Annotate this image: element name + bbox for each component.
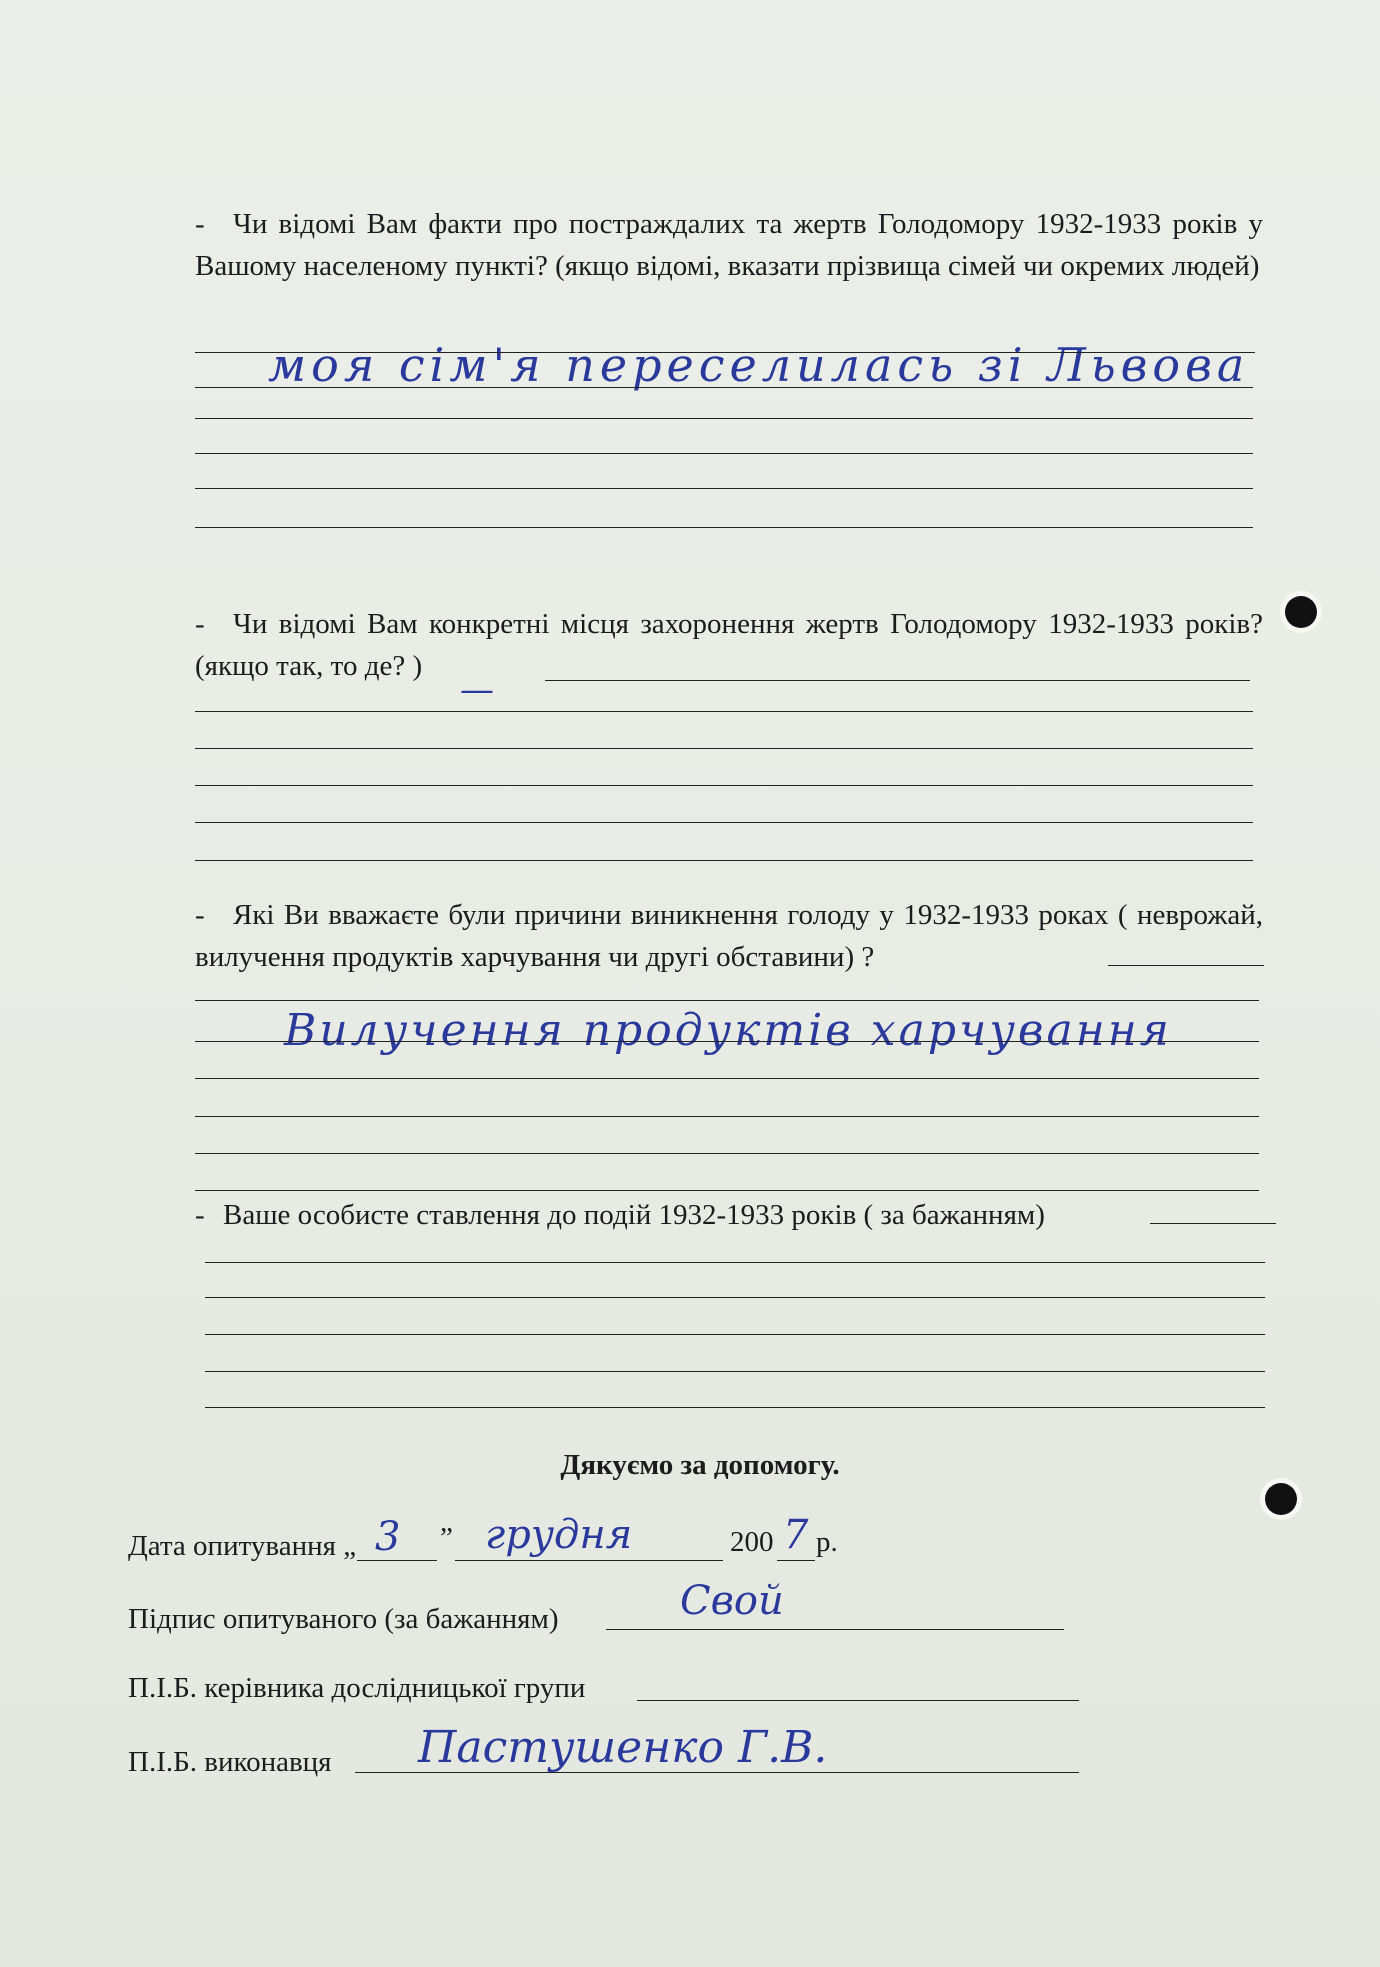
answer-line [205, 1334, 1265, 1335]
answer-line [195, 785, 1253, 786]
answer-line [195, 418, 1253, 419]
answer-line [205, 1262, 1265, 1263]
punch-hole-icon [1285, 596, 1317, 628]
answer-line [1108, 965, 1264, 966]
date-day-line [357, 1560, 437, 1561]
answer-line [205, 1407, 1265, 1408]
answer-line [195, 1000, 1259, 1001]
answer-line [195, 1041, 1259, 1042]
question-4-text: Ваше особисте ставлення до подій 1932-1933 років ( за бажанням) [223, 1199, 1045, 1231]
answer-line [195, 387, 1253, 388]
answer-line [205, 1297, 1265, 1298]
question-3-dash: - [195, 899, 205, 931]
answer-line [1150, 1223, 1276, 1224]
year-prefix: 200 [730, 1526, 774, 1558]
answer-line [195, 488, 1253, 489]
executor-label: П.І.Б. виконавця [128, 1746, 332, 1778]
executor-line [355, 1772, 1079, 1773]
question-1-dash: - [195, 208, 205, 240]
question-4 [195, 1194, 1195, 1236]
answer-line [195, 1190, 1259, 1191]
survey-date-row [128, 1526, 356, 1566]
answer-line [195, 352, 1255, 353]
date-open-quote: „ [343, 1530, 357, 1562]
answer-line [205, 1371, 1265, 1372]
question-2 [195, 603, 1263, 687]
question-3-answer: Вилучення продуктів харчування [284, 1005, 1172, 1056]
question-1 [195, 203, 1263, 287]
question-2-dash: - [195, 608, 205, 640]
answer-line [195, 1078, 1259, 1079]
answer-line [195, 453, 1253, 454]
answer-line [195, 711, 1253, 712]
answer-line [545, 680, 1250, 681]
answer-line [195, 860, 1253, 861]
year-digit: 7 [783, 1512, 809, 1558]
date-month: грудня [485, 1512, 633, 1558]
question-3-text: Які Ви вважаєте були причини виникнення голоду у 1932-1933 роках ( неврожай, вилучення продуктів харчування чи другі обставини) ? [195, 899, 1263, 973]
question-1-text: Чи відомі Вам факти про постраждалих та жертв Голодомору 1932-1933 років у Вашому населеному пункті? (якщо відомі, вказати прізвища сімей чи окремих людей) [195, 208, 1263, 282]
punch-hole-icon [1265, 1483, 1297, 1515]
thanks-heading: Дякуємо за допомогу. [560, 1449, 840, 1481]
question-1-answer: моя сім'я переселилась зі Львова [268, 338, 1250, 392]
group-leader-label: П.І.Б. керівника дослідницької групи [128, 1672, 586, 1704]
executor-signature: Пастушенко Г.В. [418, 1722, 828, 1773]
date-day: 3 [375, 1514, 401, 1560]
answer-line [195, 527, 1253, 528]
question-4-dash: - [195, 1199, 205, 1231]
year-line [777, 1560, 815, 1561]
date-month-line [455, 1560, 723, 1561]
signature-line [606, 1629, 1064, 1630]
date-label: Дата опитування [128, 1530, 336, 1562]
respondent-signature-label: Підпис опитуваного (за бажанням) [128, 1603, 559, 1635]
leader-line [637, 1700, 1079, 1701]
question-2-text: Чи відомі Вам конкретні місця захоронення жертв Голодомору 1932-1933 років? (якщо так, то де? ) [195, 608, 1263, 682]
year-suffix: р. [816, 1526, 838, 1558]
respondent-signature: Свой [680, 1578, 784, 1624]
answer-line [195, 822, 1253, 823]
answer-line [195, 1153, 1259, 1154]
answer-line [195, 748, 1253, 749]
date-close-quote: ” [440, 1522, 453, 1554]
question-3 [195, 894, 1263, 978]
answer-line [195, 1116, 1259, 1117]
question-2-answer: — [460, 670, 494, 710]
